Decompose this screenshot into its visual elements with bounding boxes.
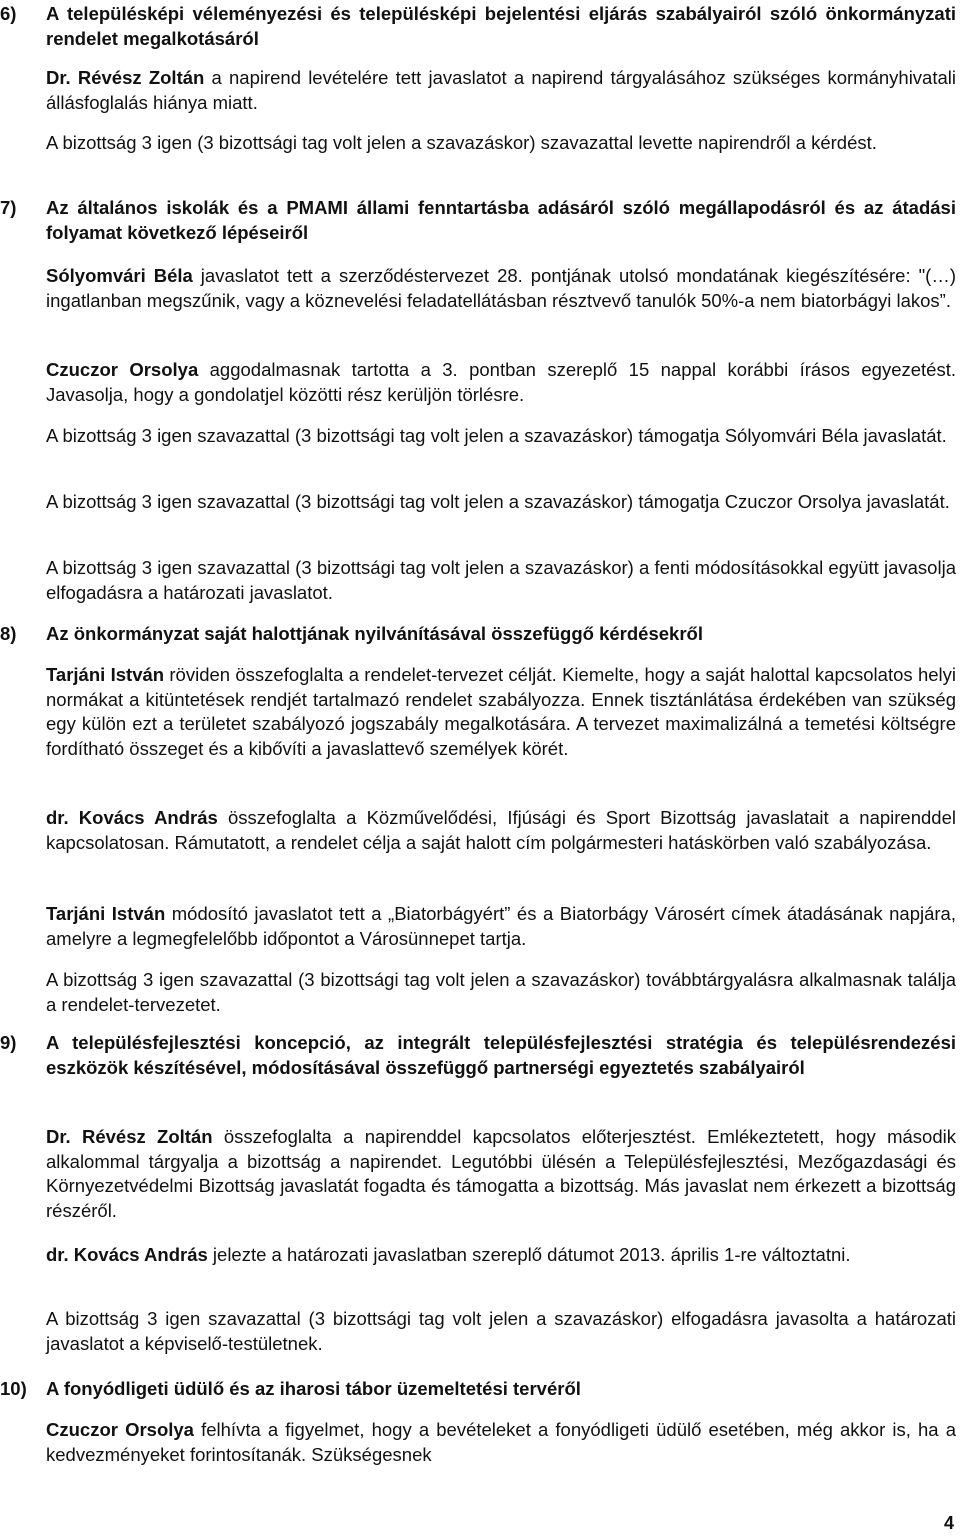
section-8-paragraph-4	[46, 968, 956, 1017]
section-title: Az önkormányzat saját halottjának nyilvánításával összefüggő kérdésekről	[46, 623, 703, 644]
section-6-heading	[0, 2, 960, 52]
speaker-name: Sólyomvári Béla	[46, 265, 193, 286]
section-7-heading	[0, 196, 960, 246]
paragraph-text: A bizottság 3 igen szavazattal (3 bizottsági tag volt jelen a szavazáskor) támogatja Czuczor Orsolya javaslatát.	[46, 491, 950, 512]
section-7-paragraph-3	[46, 424, 956, 449]
section-10-paragraph-1	[46, 1418, 956, 1467]
paragraph-text: röviden összefoglalta a rendelet-tervezet célját. Kiemelte, hogy a saját halottal kapcsolatos helyi normákat a kitüntetések rendjét tartalmazó rendelet szabályozza. Ennek tisztánlátása érdekében van szükség egy külön ezt a területet szabályozó jogszabály megalkotására. A tervezet maximalizálná a temetési költségre fordítható összeget és a kibővíti a javaslattevő személyek körét.	[46, 664, 956, 759]
speaker-name: dr. Kovács András	[46, 807, 218, 828]
section-6-paragraph-2	[46, 131, 956, 156]
paragraph-text: A bizottság 3 igen szavazattal (3 bizottsági tag volt jelen a szavazáskor) a fenti módosításokkal együtt javasolja elfogadásra a határozati javaslatot.	[46, 557, 956, 603]
paragraph-text: javaslatot tett a szerződéstervezet 28. pontjának utolsó mondatának kiegészítésére: "(…) ingatlanban megszűnik, vagy a köznevelési feladatellátásban résztvevő tanulók 50%-a nem biatorbágyi lakos”.	[46, 265, 956, 311]
section-7-paragraph-1	[46, 264, 956, 313]
section-8-paragraph-1	[46, 663, 956, 761]
speaker-name: Tarjáni István	[46, 664, 165, 685]
paragraph-text: A bizottság 3 igen szavazattal (3 bizottsági tag volt jelen a szavazáskor) továbbtárgyalásra alkalmasnak találja a rendelet-tervezetet.	[46, 969, 956, 1015]
paragraph-text: összefoglalta a Közművelődési, Ifjúsági és Sport Bizottság javaslatait a napirenddel kapcsolatosan. Rámutatott, a rendelet célja a saját halott cím polgármesteri hatáskörben való szabályozása.	[46, 807, 956, 853]
speaker-name: Tarjáni István	[46, 903, 166, 924]
paragraph-text: jelezte a határozati javaslatban szereplő dátumot 2013. április 1-re változtatni.	[207, 1244, 851, 1265]
speaker-name: dr. Kovács András	[46, 1244, 208, 1265]
section-title: A településképi véleményezési és településképi bejelentési eljárás szabályairól szóló önkormányzati rendelet megalkotásáról	[46, 3, 956, 49]
section-title: A fonyódligeti üdülő és az iharosi tábor üzemeltetési tervéről	[46, 1378, 581, 1399]
paragraph-text: A bizottság 3 igen (3 bizottsági tag volt jelen a szavazáskor) szavazattal levette napirendről a kérdést.	[46, 132, 877, 153]
page-number: 4	[943, 1513, 954, 1533]
section-number: 10)	[0, 1378, 27, 1399]
section-9-paragraph-1	[46, 1125, 956, 1223]
section-8-paragraph-2	[46, 806, 956, 855]
section-9-heading	[0, 1031, 960, 1106]
paragraph-text: aggodalmasnak tartotta a 3. pontban szereplő 15 nappal korábbi írásos egyezetést. Javasolja, hogy a gondolatjel közötti rész kerüljön törlésre.	[46, 359, 956, 405]
section-7-paragraph-5	[46, 556, 956, 605]
speaker-name: Czuczor Orsolya	[46, 1419, 194, 1440]
section-9-paragraph-3	[46, 1307, 956, 1356]
paragraph-text: A bizottság 3 igen szavazattal (3 bizottsági tag volt jelen a szavazáskor) támogatja Sólyomvári Béla javaslatát.	[46, 425, 947, 446]
paragraph-text: módosító javaslatot tett a „Biatorbágyért” és a Biatorbágy Városért címek átadásának napjára, amelyre a legmegfelelőbb időpontot a Városünnepet tartja.	[46, 903, 956, 949]
section-6-paragraph-1	[46, 66, 956, 115]
section-7-paragraph-4	[46, 490, 956, 515]
section-number: 6)	[0, 3, 17, 24]
section-8-heading	[0, 622, 960, 647]
section-title: A településfejlesztési koncepció, az integrált településfejlesztési stratégia és településrendezési eszközök készítésével, módosításával összefüggő partnerségi egyeztetés szabályairól	[46, 1032, 956, 1078]
section-10-heading	[0, 1377, 960, 1402]
section-8-paragraph-3	[46, 902, 956, 951]
speaker-name: Czuczor Orsolya	[46, 359, 199, 380]
speaker-name: Dr. Révész Zoltán	[46, 67, 205, 88]
paragraph-text: összefoglalta a napirenddel kapcsolatos előterjesztést. Emlékeztetett, hogy második alkalommal tárgyalja a bizottság a napirendet. Legutóbbi ülésén a Településfejlesztési, Mezőgazdasági és Környezetvédelmi Bizottság javaslatát fogadta és támogatta a bizottság. Más javaslat nem érkezett a bizottság részéről.	[46, 1126, 956, 1221]
section-number: 8)	[0, 623, 17, 644]
section-7-paragraph-2	[46, 358, 956, 407]
paragraph-text: A bizottság 3 igen szavazattal (3 bizottsági tag volt jelen a szavazáskor) elfogadásra javasolta a határozati javaslatot a képviselő-testületnek.	[46, 1308, 956, 1354]
section-number: 7)	[0, 197, 17, 218]
section-title: Az általános iskolák és a PMAMI állami fenntartásba adásáról szóló megállapodásról és az átadási folyamat következő lépéseiről	[46, 197, 956, 243]
speaker-name: Dr. Révész Zoltán	[46, 1126, 213, 1147]
section-9-paragraph-2	[46, 1243, 956, 1268]
section-number: 9)	[0, 1032, 17, 1053]
paragraph-text: a napirend levételére tett javaslatot a napirend tárgyalásához szükséges kormányhivatali állásfoglalás hiánya miatt.	[46, 67, 956, 113]
paragraph-text: felhívta a figyelmet, hogy a bevételeket a fonyódligeti üdülő esetében, még akkor is, ha a kedvezményeket forintosítanák. Szükségesnek	[46, 1419, 956, 1465]
